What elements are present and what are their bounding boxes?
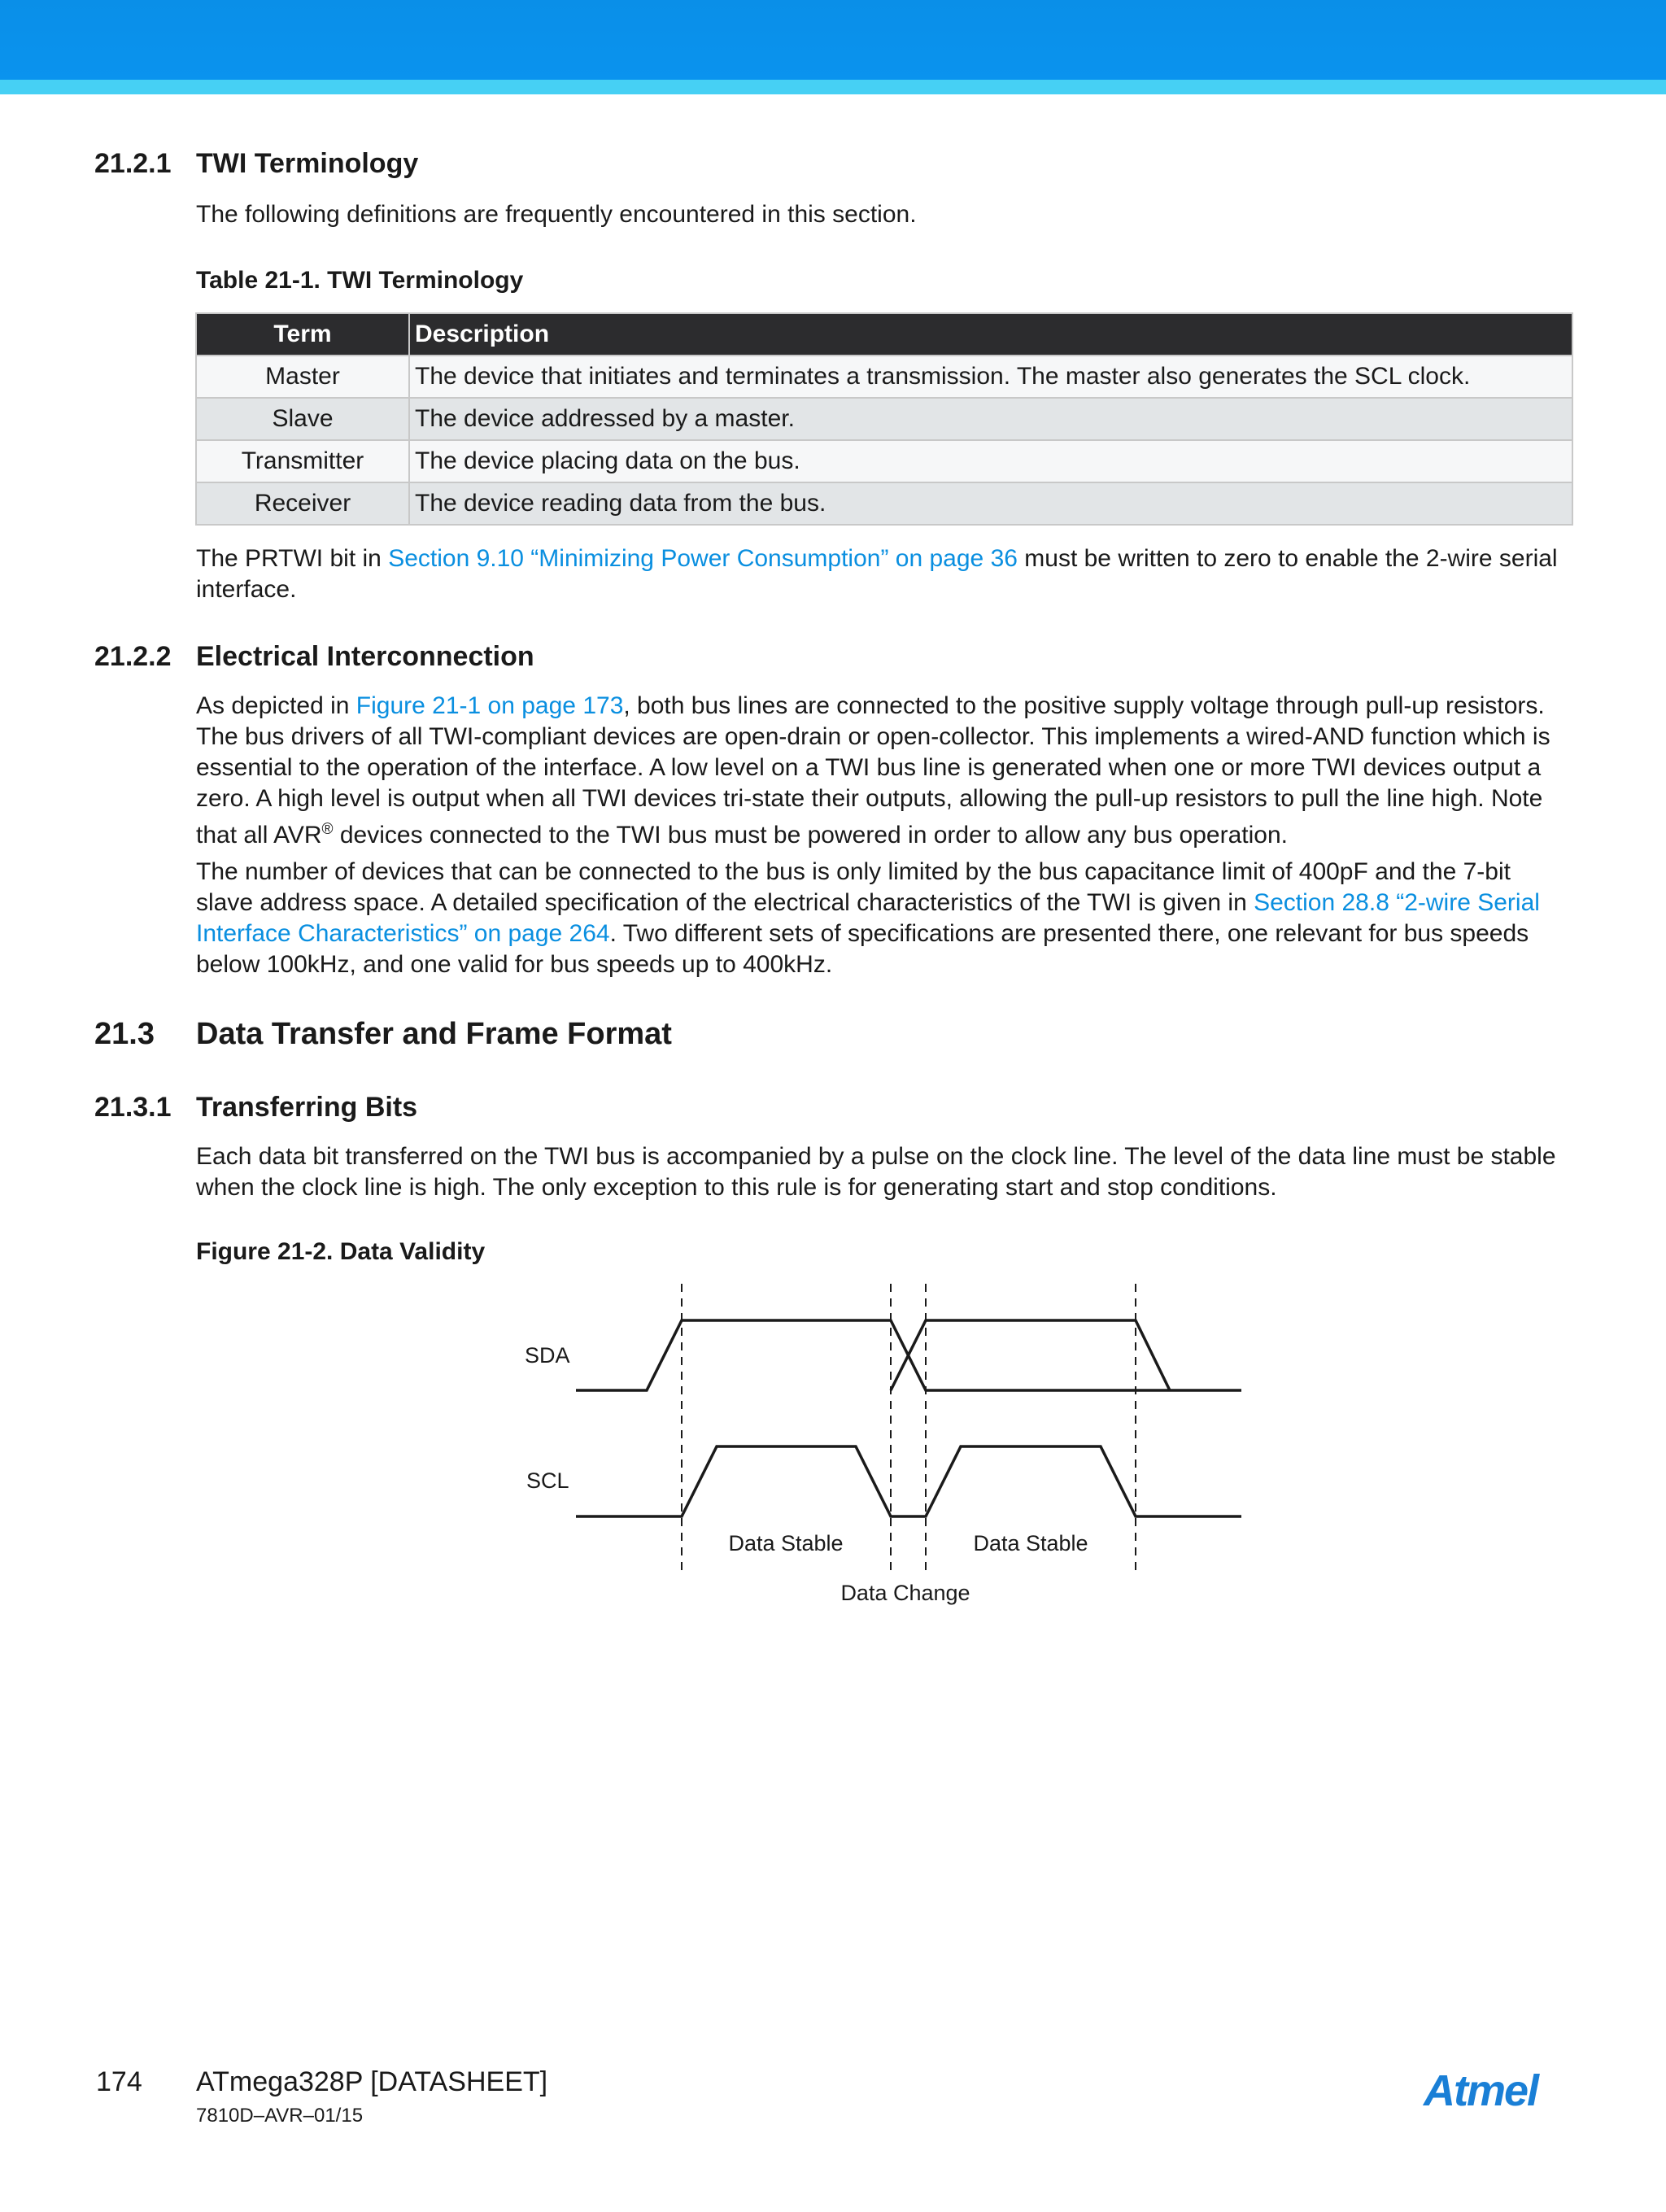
characteristics-link[interactable]: Section 28.8 “2-wire Serial Interface Characteristics” on page 264 — [196, 889, 1540, 947]
sda-waveform-upper — [891, 1320, 1170, 1390]
section-number: 21.2.1 — [94, 148, 172, 179]
section-number: 21.3.1 — [94, 1092, 172, 1123]
prtwi-text-end: must be written to zero to enable the 2-wire serial interface. — [196, 545, 1558, 603]
elec-text-start: As depicted in — [196, 692, 356, 719]
elec-text-body: , both bus lines are connected to the positive supply voltage through pull-up resistors. The bus drivers of all TWI-compliant devices are open-drain or open-collector. This implements a wired-AND function which is essential to the operation of the interface. A low level on a TWI bus line is generated when one or more TWI devices output a zero. A high level is output when all TWI devices tri-state their outputs, allowing the pull-up resistors to pull the line high. Note that all AVR — [196, 692, 1550, 849]
description-cell: The device addressed by a master. — [409, 398, 1572, 440]
document-code: 7810D–AVR–01/15 — [196, 2105, 364, 2127]
elec-text-end: devices connected to the TWI bus must be powered in order to allow any bus operation. — [333, 822, 1288, 849]
figure-21-1-link[interactable]: Figure 21-1 on page 173 — [355, 692, 624, 719]
column-header-description: Description — [409, 313, 1572, 356]
section-title: TWI Terminology — [196, 148, 419, 179]
description-cell: The device reading data from the bus. — [409, 482, 1572, 525]
registered-mark: ® — [321, 821, 334, 838]
term-cell: Receiver — [196, 482, 409, 525]
page-number: 174 — [96, 2066, 142, 2097]
elec2-text-end: . Two different sets of specifications are presented there, one relevant for bus speeds below 100kHz, and one valid for bus speeds up to 400kHz. — [196, 920, 1529, 978]
term-cell: Slave — [196, 398, 409, 440]
transferring-bits-paragraph: Each data bit transferred on the TWI bus is accompanied by a pulse on the clock line. The level of the data line must be stable when the clock line is high. The only exception to this rule is for generating start and stop conditions. — [196, 1143, 1556, 1201]
figure-caption: Figure 21-2. Data Validity — [196, 1238, 486, 1265]
description-cell: The device that initiates and terminates a transmission. The master also generates the SCL clock. — [409, 356, 1572, 398]
description-cell: The device placing data on the bus. — [409, 440, 1572, 482]
elec2-text-start: The number of devices that can be connected to the bus is only limited by the bus capacitance limit of 400pF and the 7-bit slave address space. A detailed specification of the electrical characteristics of the TWI is given in — [196, 858, 1511, 916]
scl-label: SCL — [526, 1468, 569, 1493]
data-change-label: Data Change — [840, 1581, 970, 1605]
term-cell: Master — [196, 356, 409, 398]
section-title: Electrical Interconnection — [196, 641, 534, 672]
intro-paragraph: The following definitions are frequently encountered in this section. — [196, 201, 917, 228]
section-number: 21.2.2 — [94, 641, 172, 672]
section-number: 21.3 — [94, 1017, 155, 1051]
power-consumption-link[interactable]: Section 9.10 “Minimizing Power Consumption” on page 36 — [388, 545, 1018, 572]
column-header-term: Term — [196, 313, 409, 356]
data-stable-left-label: Data Stable — [728, 1531, 844, 1555]
sda-waveform-lower — [576, 1320, 1170, 1390]
section-title: Data Transfer and Frame Format — [196, 1017, 672, 1051]
atmel-logo — [1422, 2066, 1577, 2115]
sda-label: SDA — [525, 1343, 570, 1368]
section-title: Transferring Bits — [196, 1092, 418, 1123]
atmel-logo-text: Atmel — [1424, 2066, 1538, 2115]
term-cell: Transmitter — [196, 440, 409, 482]
prtwi-text-start: The PRTWI bit in — [196, 545, 389, 572]
table-caption: Table 21-1. TWI Terminology — [196, 267, 524, 294]
document-title: ATmega328P [DATASHEET] — [196, 2066, 548, 2097]
scl-waveform — [576, 1446, 1241, 1516]
data-stable-right-label: Data Stable — [973, 1531, 1088, 1555]
